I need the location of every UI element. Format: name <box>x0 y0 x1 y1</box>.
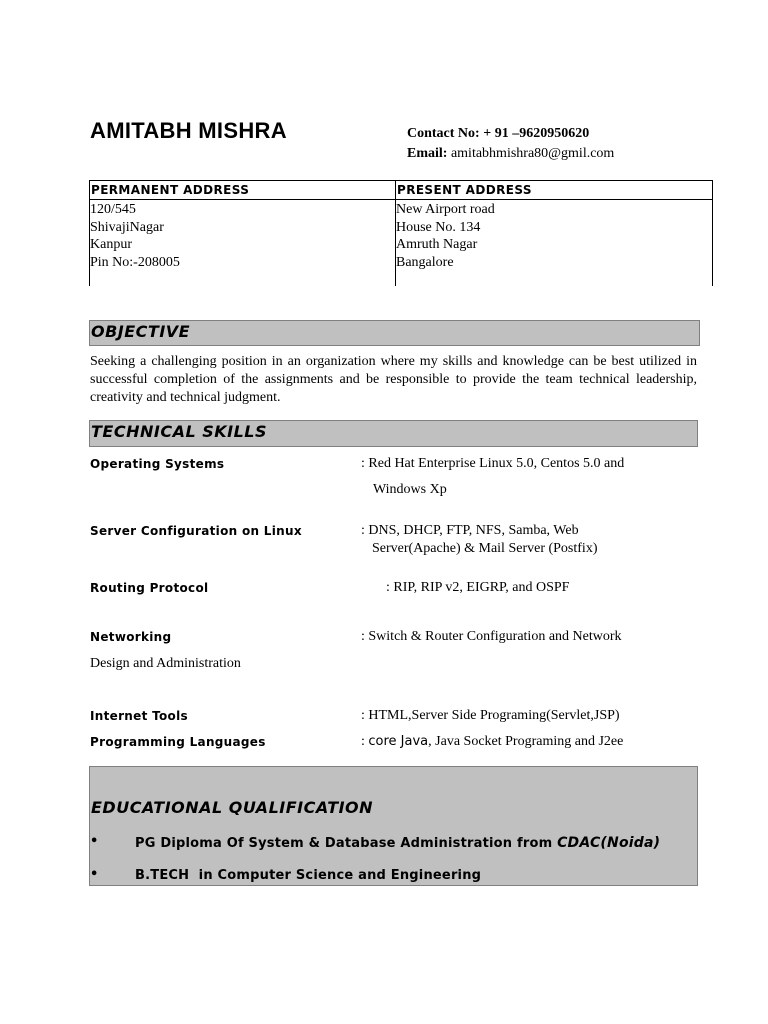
skill-label-routing-protocol: Routing Protocol <box>90 581 209 595</box>
email-value: amitabhmishra80@gmil.com <box>450 146 615 161</box>
skill-value-server-configuration: : DNS, DHCP, FTP, NFS, Samba, Web <box>361 523 579 538</box>
skill-label-operating-systems: Operating Systems <box>90 457 225 471</box>
present-address-lines <box>396 201 495 271</box>
permanent-address-line: Kanpur <box>90 237 132 252</box>
skill-value-rest: , Java Socket Programing and J2ee <box>428 734 624 749</box>
skill-value-operating-systems: : Red Hat Enterprise Linux 5.0, Centos 5.0 and <box>361 456 625 471</box>
present-address-line: House No. 134 <box>396 219 481 235</box>
permanent-address-title: PERMANENT ADDRESS <box>91 183 250 197</box>
education-degree: PG Diploma Of System & Database Administration from <box>135 836 558 851</box>
contact-number <box>407 126 589 142</box>
present-address-line: Bangalore <box>396 254 454 270</box>
present-address-line: Amruth Nagar <box>396 237 478 252</box>
permanent-address-line: Pin No:-208005 <box>90 254 180 270</box>
present-address-title: PRESENT ADDRESS <box>397 183 532 197</box>
skill-value-operating-systems-cont: Windows Xp <box>373 482 447 497</box>
bullet-icon: • <box>90 867 99 882</box>
contact-label: Contact No: <box>407 126 480 141</box>
skill-value-routing-protocol: : RIP, RIP v2, EIGRP, and OSPF <box>386 580 570 595</box>
education-institute: CDAC(Noida) <box>557 835 661 851</box>
bullet-icon: • <box>90 834 99 849</box>
skill-label-networking: Networking <box>90 630 172 644</box>
skill-label-internet-tools: Internet Tools <box>90 709 188 723</box>
education-heading: EDUCATIONAL QUALIFICATION <box>91 798 374 817</box>
skill-label-server-configuration: Server Configuration on Linux <box>90 524 302 538</box>
candidate-name: AMITABH MISHRA <box>90 118 287 143</box>
present-address-line: New Airport road <box>396 202 495 217</box>
objective-heading: OBJECTIVE <box>91 322 191 341</box>
permanent-address-line: ShivajiNagar <box>90 219 164 235</box>
address-table <box>89 180 713 286</box>
skill-value-internet-tools: : HTML,Server Side Programing(Servlet,JSP) <box>361 708 620 723</box>
contact-value: + 91 –9620950620 <box>483 126 590 141</box>
education-degree: B.TECH in Computer Science and Engineering <box>135 868 482 883</box>
skill-value-networking: : Switch & Router Configuration and Network <box>361 629 622 644</box>
permanent-address-lines <box>90 201 180 271</box>
skill-value-networking-cont: Design and Administration <box>90 656 241 671</box>
skill-value-core-java: core Java <box>368 734 429 749</box>
skill-label-programming-languages: Programming Languages <box>90 735 266 749</box>
objective-text: Seeking a challenging position in an organization where my skills and knowledge can be best utilized in successful completion of the assignments and be responsible to provide the team technical leadership, creativity and technical judgment. <box>90 354 697 405</box>
email <box>407 146 614 162</box>
email-label: Email: <box>407 146 448 161</box>
permanent-address-line: 120/545 <box>90 202 136 217</box>
skill-value-prefix: : <box>361 734 369 749</box>
skill-value-server-configuration-cont: Server(Apache) & Mail Server (Postfix) <box>372 541 598 556</box>
skill-value-programming-languages <box>361 733 623 751</box>
skills-heading: TECHNICAL SKILLS <box>91 422 267 441</box>
education-item-text <box>135 835 660 851</box>
